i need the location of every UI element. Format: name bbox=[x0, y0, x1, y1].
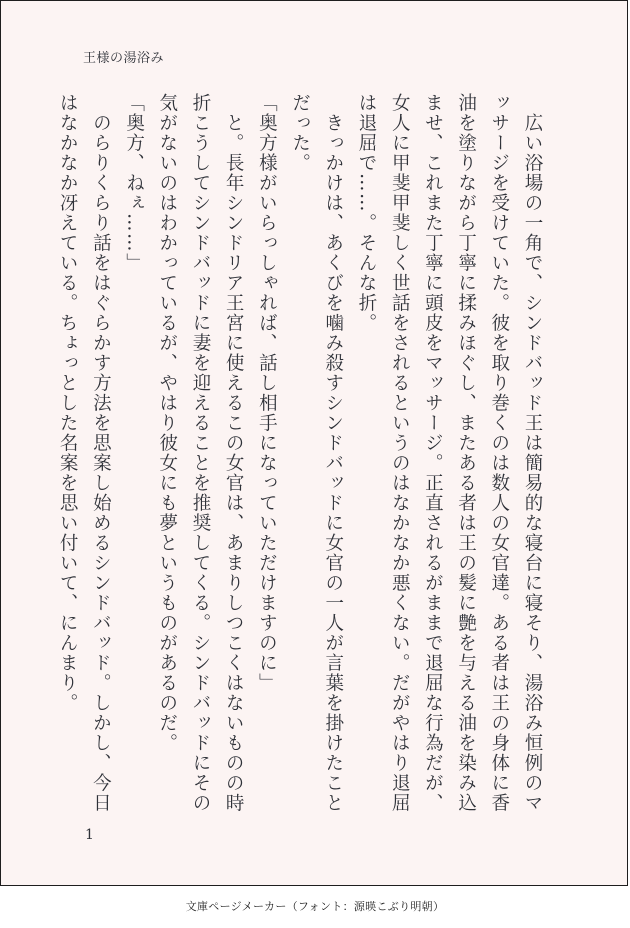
paragraph: と。長年シンドリア王宮に使えるこの女官は、あまりしつこくはないものの時折こうしてシンドバッドに妻を迎えることを推奨してくる。シンドバッドにその気がないのはわかっているが、やはり彼女にも夢というものがあるのだ。 bbox=[156, 93, 245, 813]
paragraph: きっかけは、あくびを噛み殺すシンドバッドに女官の一人が言葉を掛けたことだった。 bbox=[289, 93, 344, 813]
footer-credit: 文庫ページメーカー（フォント：源暎こぶり明朝） bbox=[185, 900, 445, 913]
running-header: 王様の湯浴み bbox=[83, 51, 165, 66]
vertical-body-text bbox=[57, 93, 549, 813]
paragraph: 広い浴場の一角で、シンドバッド王は簡易的な寝台に寝そり、湯浴み恒例のマッサージを受けていた。彼を取り巻くのは数人の女官達。ある者は王の身体に香油を塗りながら丁寧に揉みほぐし、またある者は王の髪に艶を与える油を染み込ませ、これまた丁寧に頭皮をマッサージ。正直されるがままで退屈な行為だが、女人に甲斐甲斐しく世話をされるというのはなかなか悪くない。だがやはり退屈は退屈で……。そんな折。 bbox=[355, 93, 543, 813]
paragraph: 「奥方様がいらっしゃれば、話し相手になっていただけますのに」 bbox=[256, 93, 278, 693]
paragraph: のらりくらり話をはぐらかす方法を思案し始めるシンドバッド。しかし、今日はなかなか冴えている。ちょっとした名案を思い付いて、にんまり。 bbox=[57, 93, 112, 813]
paragraph: 「奥方、ねぇ……」 bbox=[123, 93, 145, 273]
page-number: 1 bbox=[85, 827, 94, 843]
